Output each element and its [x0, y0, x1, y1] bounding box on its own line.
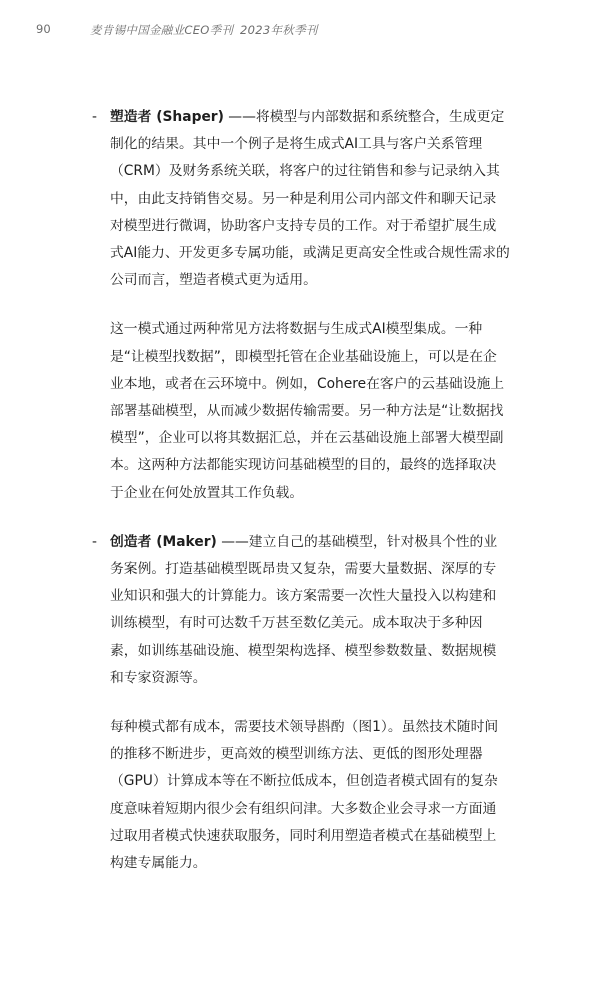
shaper-description: ——将模型与内部数据和系统整合，生成更定制化的结果。其中一个例子是将生成式AI工具与客户关系管理（CRM）及财务系统关联，将客户的过往销售和参与记录纳入其中，由此支持销售交易。另一种是利用公司内部文件和聊天记录对模型进行微调，协助客户支持专员的工作。对于希望扩展生成式AI能力、开发更多专属功能，或满足更高安全性或合规性需求的公司而言，塑造者模式更为适用。: [110, 109, 510, 289]
term-shaper: 塑造者 (Shaper): [110, 109, 224, 125]
bullet-dash: -: [92, 109, 97, 125]
page-number: 90: [36, 22, 51, 36]
bullet-dash: -: [92, 533, 97, 550]
publication-title: 麦肯锡中国金融业CEO季刊: [90, 23, 234, 37]
bullet-maker: [92, 529, 510, 692]
page-header: [36, 22, 580, 42]
article-body: [92, 104, 510, 877]
maker-description: ——建立自己的基础模型，针对极具个性的业务案例。打造基础模型既昂贵又复杂，需要大量数据、深厚的专业知识和强大的计算能力。该方案需要一次性大量投入以构建和训练模型，有时可达数千万甚至数亿美元。成本取决于多种因素，如训练基础设施、模型架构选择、模型参数数量、数据规模和专家资源等。: [110, 533, 498, 686]
paragraph-costs: 每种模式都有成本，需要技术领导斟酌（图1）。虽然技术随时间的推移不断进步，更高效的模型训练方法、更低的图形处理器（GPU）计算成本等在不断拉低成本，但创造者模式固有的复杂度意味着短期内很少会有组织问津。大多数企业会寻求一方面通过取用者模式快速获取服务，同时利用塑造者模式在基础模型上构建专属能力。: [110, 719, 499, 872]
term-maker: 创造者 (Maker): [110, 533, 217, 550]
bullet-shaper: [92, 104, 510, 294]
publication-issue: 2023年秋季刊: [240, 23, 318, 37]
paragraph-integration: 这一模式通过两种常见方法将数据与生成式AI模型集成。一种是“让模型找数据”，即模型托管在企业基础设施上，可以是在企业本地，或者在云环境中。例如，Cohere在客户的云基础设施上部署基础模型，从而减少数据传输需要。另一种方法是“让数据找模型”，企业可以将其数据汇总，并在云基础设施上部署大模型副本。这两种方法都能实现访问基础模型的目的，最终的选择取决于企业在何处放置其工作负载。: [110, 321, 505, 501]
